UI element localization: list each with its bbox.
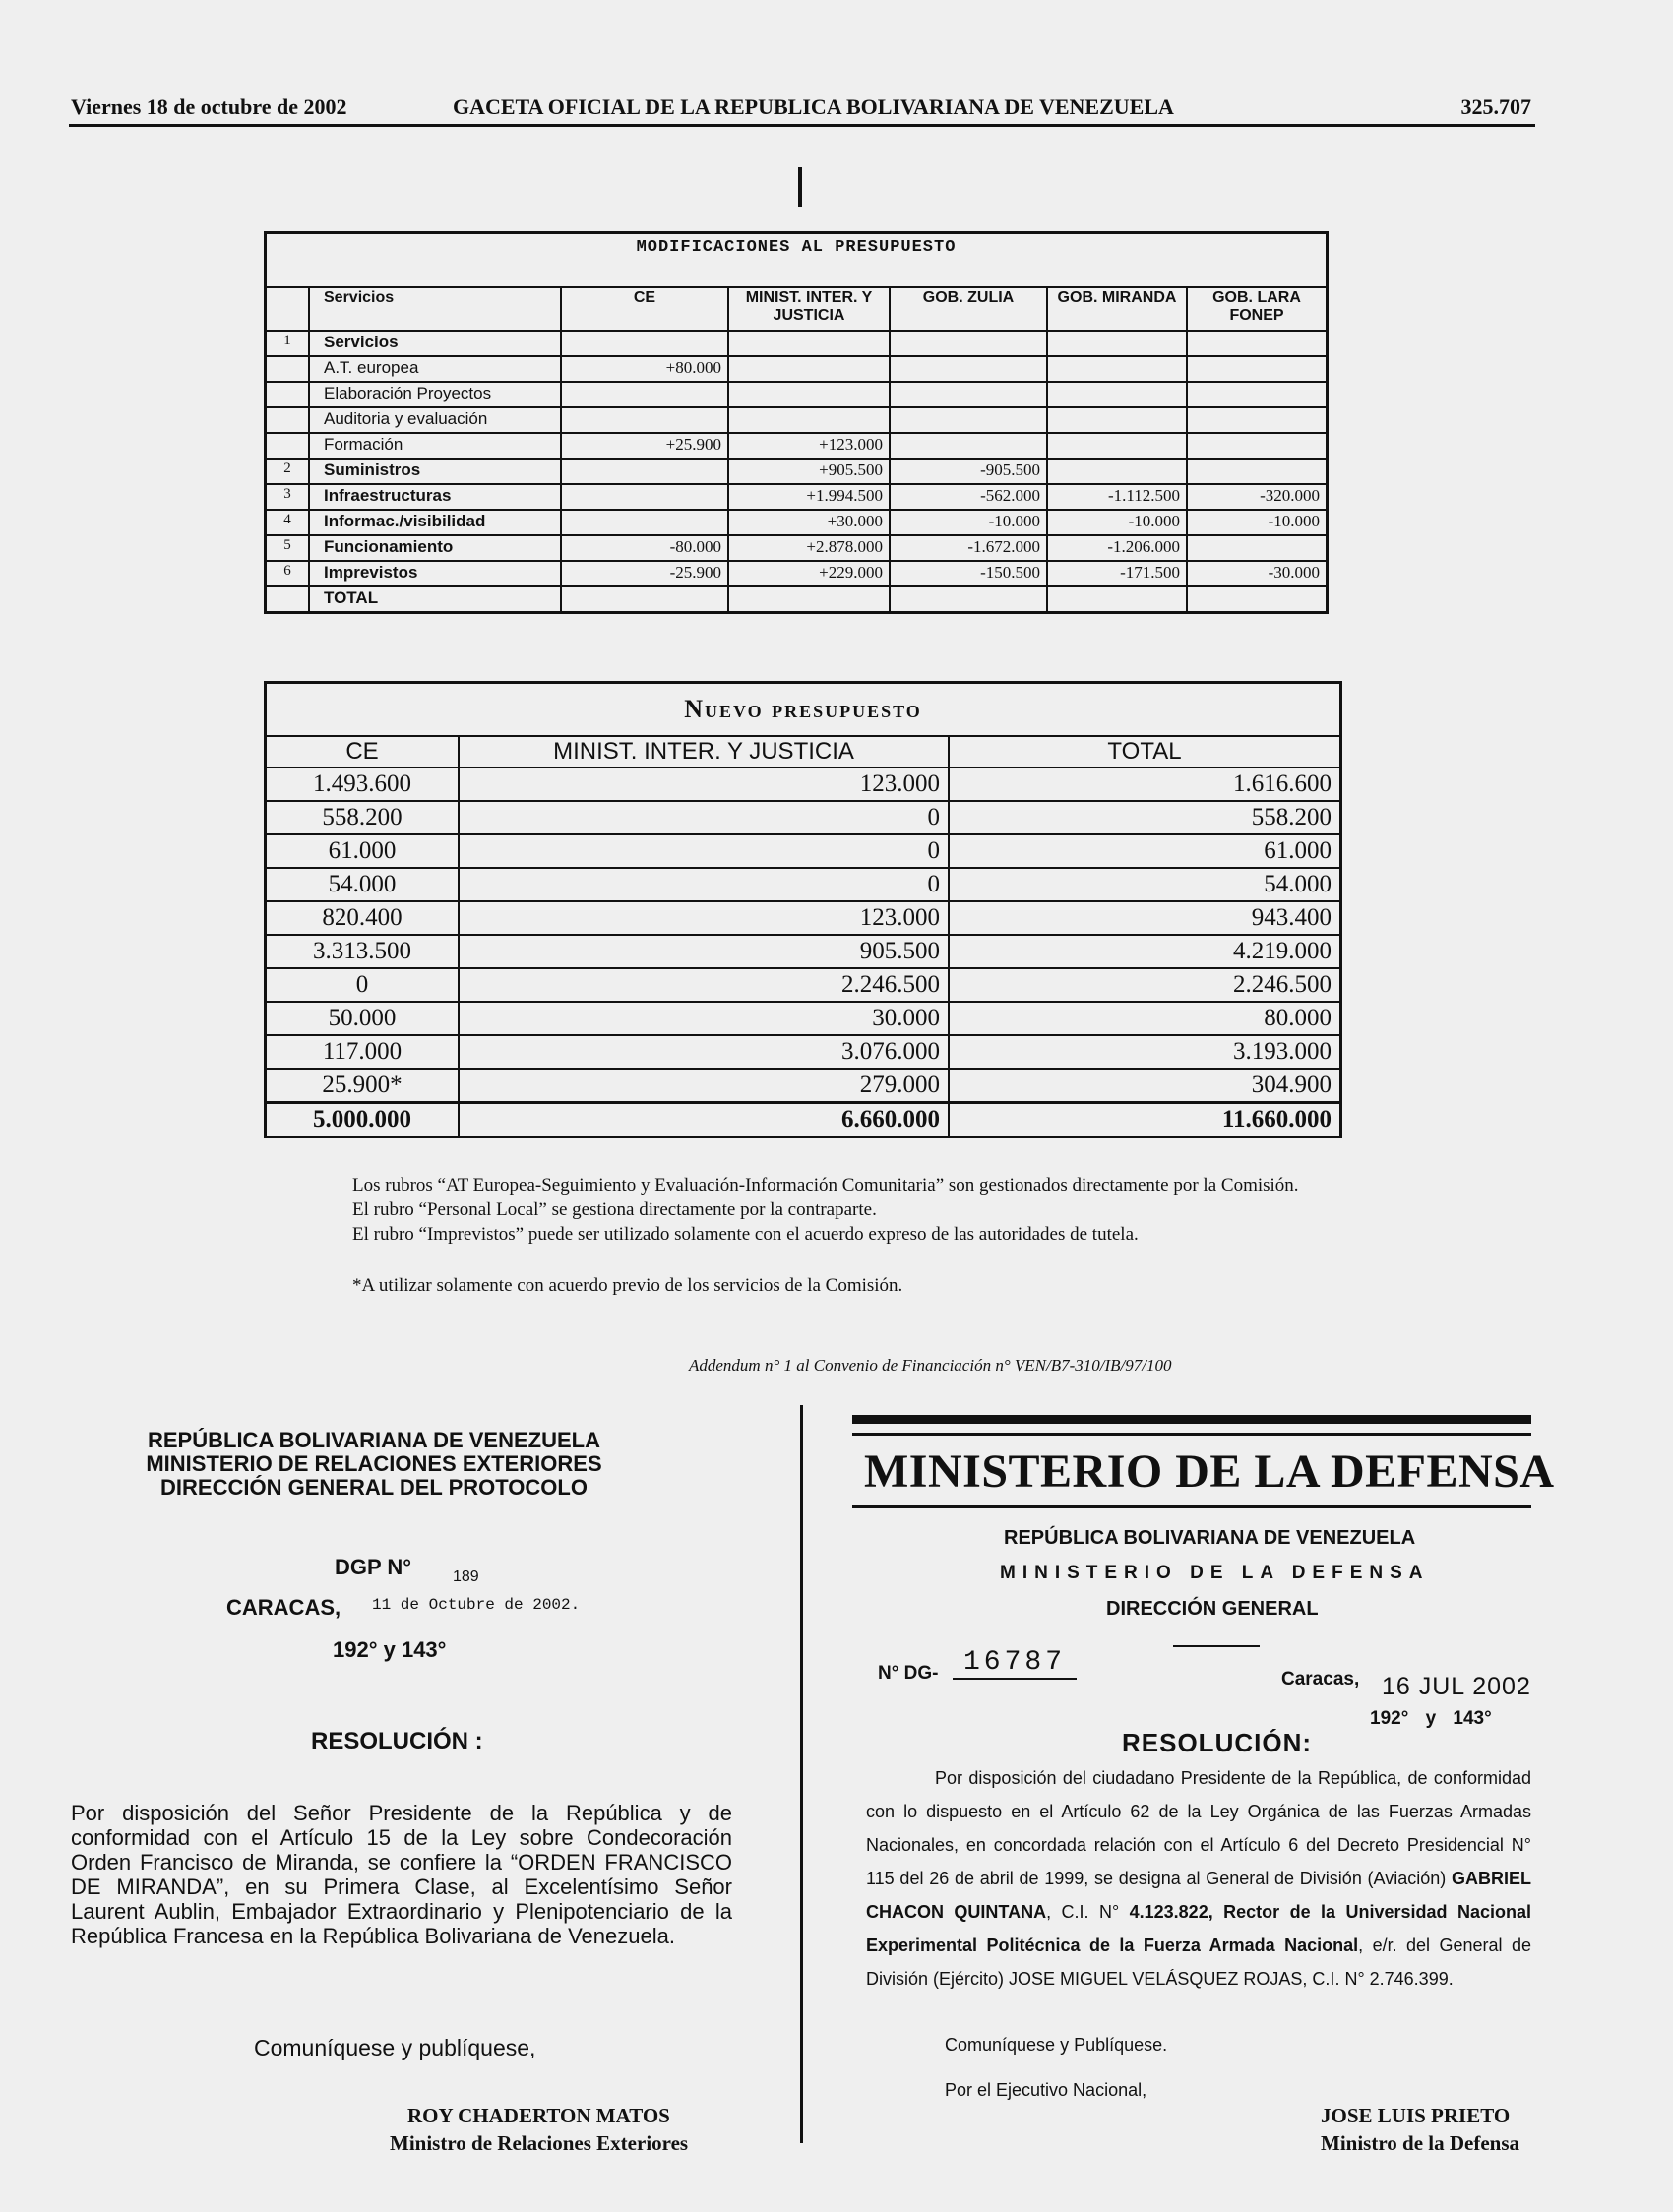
cell-mij	[728, 356, 890, 382]
cell-mij: +123.000	[728, 433, 890, 459]
cell-miranda: -171.500	[1047, 561, 1187, 586]
right-years: 192° y 143°	[1370, 1708, 1492, 1729]
budget-cell: 50.000	[266, 1002, 460, 1035]
body-text: , C.I. N°	[1046, 1902, 1130, 1922]
right-signer-title: Ministro de la Defensa	[1321, 2131, 1520, 2155]
header-date: Viernes 18 de octubre de 2002	[71, 94, 347, 119]
budget-cell: 3.076.000	[459, 1035, 949, 1069]
banner-rule	[852, 1505, 1531, 1508]
row-label: Funcionamiento	[309, 535, 561, 561]
budget-cell: 0	[459, 834, 949, 868]
modifications-table	[264, 231, 1329, 614]
modifications-row	[266, 484, 1328, 510]
row-label: Imprevistos	[309, 561, 561, 586]
addendum-reference: Addendum n° 1 al Convenio de Financiación n° VEN/B7-310/IB/97/100	[689, 1356, 1172, 1375]
budget-cell: 54.000	[266, 868, 460, 901]
budget-row	[266, 768, 1341, 801]
note-line: El rubro “Personal Local” se gestiona directamente por la contraparte.	[352, 1199, 877, 1220]
cell-ce	[561, 510, 728, 535]
right-date-stamp: 16 JUL 2002	[1382, 1673, 1531, 1700]
row-index: 3	[266, 484, 310, 510]
appointee-details: 4.123.822, Rector de la Universidad Nacional Experimental Politécnica de la Fuerza Armada Nacional	[866, 1902, 1531, 1955]
row-label: Servicios	[309, 331, 561, 356]
cell-lara: -30.000	[1187, 561, 1328, 586]
budget-cell: 820.400	[266, 901, 460, 935]
right-heading-line: MINISTERIO DE LA DEFENSA	[1000, 1563, 1430, 1583]
banner-rule	[852, 1415, 1531, 1424]
cell-lara	[1187, 433, 1328, 459]
row-label: TOTAL	[309, 586, 561, 613]
budget-cell: 3.193.000	[949, 1035, 1341, 1069]
dg-number-label: N° DG-	[878, 1663, 939, 1684]
budget-row	[266, 968, 1341, 1002]
budget-row	[266, 801, 1341, 834]
cell-ce	[561, 331, 728, 356]
row-label: Elaboración Proyectos	[309, 382, 561, 407]
budget-cell: 279.000	[459, 1069, 949, 1103]
budget-cell: 0	[459, 801, 949, 834]
budget-cell: 1.493.600	[266, 768, 460, 801]
row-label: Suministros	[309, 459, 561, 484]
left-closing: Comuníquese y publíquese,	[254, 2035, 536, 2060]
cell-mij	[728, 331, 890, 356]
cell-zulia	[890, 331, 1047, 356]
col-header: CE	[266, 736, 460, 768]
vertical-mark	[798, 167, 802, 207]
budget-cell: 80.000	[949, 1002, 1341, 1035]
cell-zulia: -150.500	[890, 561, 1047, 586]
row-label: A.T. europea	[309, 356, 561, 382]
right-closing: Comuníquese y Publíquese.	[945, 2035, 1168, 2055]
row-index	[266, 433, 310, 459]
cell-zulia	[890, 356, 1047, 382]
budget-cell: 54.000	[949, 868, 1341, 901]
budget-cell: 4.219.000	[949, 935, 1341, 968]
right-resolution-body	[866, 1761, 1531, 1996]
left-date: 11 de Octubre de 2002.	[372, 1596, 581, 1614]
left-signer-title: Ministro de Relaciones Exteriores	[390, 2131, 689, 2155]
row-index	[266, 407, 310, 433]
body-text: , e/r. del General de División (Ejército) JOSE MIGUEL VELÁSQUEZ ROJAS, C.I. N° 2.746.399.	[866, 1936, 1531, 1989]
row-label: Infraestructuras	[309, 484, 561, 510]
budget-cell: 0	[266, 968, 460, 1002]
modifications-row	[266, 586, 1328, 613]
cell-lara	[1187, 382, 1328, 407]
cell-mij: +229.000	[728, 561, 890, 586]
left-heading-line: MINISTERIO DE RELACIONES EXTERIORES	[146, 1451, 602, 1476]
gazette-header	[69, 94, 1535, 127]
cell-ce: +25.900	[561, 433, 728, 459]
cell-ce: -25.900	[561, 561, 728, 586]
budget-cell: 123.000	[459, 901, 949, 935]
banner-rule	[852, 1433, 1531, 1436]
notes-block	[352, 1173, 1299, 1247]
header-publication: GACETA OFICIAL DE LA REPUBLICA BOLIVARIANA DE VENEZUELA	[453, 94, 1174, 119]
row-label: Formación	[309, 433, 561, 459]
budget-row	[266, 901, 1341, 935]
modifications-title: MODIFICACIONES AL PRESUPUESTO	[266, 233, 1328, 288]
idx-header	[266, 287, 310, 331]
cell-lara: -10.000	[1187, 510, 1328, 535]
budget-cell: 3.313.500	[266, 935, 460, 968]
budget-cell: 905.500	[459, 935, 949, 968]
col-header: GOB. MIRANDA	[1047, 287, 1187, 331]
budget-cell: 558.200	[266, 801, 460, 834]
appointee-name: GABRIEL CHACON QUINTANA	[866, 1869, 1531, 1922]
modifications-header-row	[266, 287, 1328, 331]
new-budget-header-row	[266, 736, 1341, 768]
cell-miranda	[1047, 382, 1187, 407]
cell-miranda	[1047, 433, 1187, 459]
budget-row	[266, 834, 1341, 868]
cell-ce: -80.000	[561, 535, 728, 561]
cell-ce	[561, 586, 728, 613]
footnote: *A utilizar solamente con acuerdo previo de los servicios de la Comisión.	[352, 1275, 903, 1296]
dgp-label: DGP N°	[335, 1555, 412, 1579]
cell-zulia	[890, 586, 1047, 613]
cell-mij	[728, 382, 890, 407]
row-index: 2	[266, 459, 310, 484]
budget-cell: 5.000.000	[266, 1103, 460, 1137]
body-text: Por disposición del ciudadano Presidente de la República, de conformidad con lo dispuesto en el Artículo 62 de la Ley Orgánica de las Fuerzas Armadas Nacionales, en concordada relación con el Artículo 6 del Decreto Presidencial N° 115 del 26 de abril de 1999, se designa al General de División (Aviación)	[866, 1768, 1531, 1888]
cell-miranda	[1047, 331, 1187, 356]
cell-lara	[1187, 459, 1328, 484]
row-index	[266, 356, 310, 382]
cell-mij: +1.994.500	[728, 484, 890, 510]
budget-row	[266, 868, 1341, 901]
cell-lara	[1187, 407, 1328, 433]
note-line: Los rubros “AT Europea-Seguimiento y Evaluación-Información Comunitaria” son gestionados directamente por la Comisión.	[352, 1175, 1299, 1196]
dg-number-value: 16787	[953, 1647, 1077, 1680]
col-header: MINIST. INTER. Y JUSTICIA	[728, 287, 890, 331]
right-resolution-title: RESOLUCIÓN:	[1122, 1728, 1312, 1757]
note-line: El rubro “Imprevistos” puede ser utilizado solamente con el acuerdo expreso de las autoridades de tutela.	[352, 1224, 1139, 1245]
cell-zulia	[890, 433, 1047, 459]
cell-mij	[728, 407, 890, 433]
cell-ce	[561, 484, 728, 510]
left-resolution-body: Por disposición del Señor Presidente de la República y de conformidad con el Artículo 15 de la Ley sobre Condecoración Orden Francisco de Miranda, se confiere la “ORDEN FRANCISCO DE MIRANDA”, en su Primera Clase, al Excelentísimo Señor Laurent Aublin, Embajador Extraordinario y Plenipotenciario de la República Francesa en la República Bolivariana de Venezuela.	[71, 1801, 732, 1948]
budget-cell: 2.246.500	[459, 968, 949, 1002]
left-signer-name: ROY CHADERTON MATOS	[407, 2104, 670, 2127]
modifications-row	[266, 407, 1328, 433]
budget-cell: 6.660.000	[459, 1103, 949, 1137]
cell-zulia: -562.000	[890, 484, 1047, 510]
cell-mij	[728, 586, 890, 613]
cell-zulia: -905.500	[890, 459, 1047, 484]
col-header: GOB. ZULIA	[890, 287, 1047, 331]
budget-cell: 1.616.600	[949, 768, 1341, 801]
cell-lara	[1187, 586, 1328, 613]
col-header: Servicios	[309, 287, 561, 331]
left-resolution-title: RESOLUCIÓN :	[311, 1728, 483, 1754]
row-index: 1	[266, 331, 310, 356]
row-index	[266, 586, 310, 613]
budget-cell: 2.246.500	[949, 968, 1341, 1002]
row-label: Auditoria y evaluación	[309, 407, 561, 433]
cell-ce	[561, 382, 728, 407]
cell-lara	[1187, 356, 1328, 382]
ministry-banner: MINISTERIO DE LA DEFENSA	[864, 1445, 1555, 1498]
cell-ce	[561, 407, 728, 433]
budget-total-row	[266, 1103, 1341, 1137]
cell-mij: +2.878.000	[728, 535, 890, 561]
budget-row	[266, 935, 1341, 968]
left-heading-line: DIRECCIÓN GENERAL DEL PROTOCOLO	[160, 1475, 588, 1500]
row-index: 6	[266, 561, 310, 586]
cell-miranda: -1.206.000	[1047, 535, 1187, 561]
cell-mij: +905.500	[728, 459, 890, 484]
cell-miranda	[1047, 407, 1187, 433]
modifications-row	[266, 331, 1328, 356]
row-label: Informac./visibilidad	[309, 510, 561, 535]
col-header: CE	[561, 287, 728, 331]
right-city-label: Caracas,	[1281, 1669, 1360, 1690]
left-heading-line: REPÚBLICA BOLIVARIANA DE VENEZUELA	[148, 1428, 600, 1452]
col-header: GOB. LARA FONEP	[1187, 287, 1328, 331]
col-header: TOTAL	[949, 736, 1341, 768]
cell-miranda	[1047, 459, 1187, 484]
budget-cell: 61.000	[949, 834, 1341, 868]
row-index: 4	[266, 510, 310, 535]
new-budget-table	[264, 681, 1342, 1138]
left-years: 192° y 143°	[333, 1637, 447, 1662]
budget-row	[266, 1035, 1341, 1069]
budget-cell: 943.400	[949, 901, 1341, 935]
budget-cell: 25.900*	[266, 1069, 460, 1103]
budget-row	[266, 1002, 1341, 1035]
right-heading-line: DIRECCIÓN GENERAL	[1106, 1598, 1319, 1620]
right-heading-line: REPÚBLICA BOLIVARIANA DE VENEZUELA	[1004, 1527, 1416, 1549]
cell-mij: +30.000	[728, 510, 890, 535]
left-doc-heading	[98, 1429, 650, 1500]
col-header: MINIST. INTER. Y JUSTICIA	[459, 736, 949, 768]
modifications-row	[266, 561, 1328, 586]
cell-miranda	[1047, 586, 1187, 613]
cell-lara: -320.000	[1187, 484, 1328, 510]
modifications-row	[266, 510, 1328, 535]
column-divider	[800, 1405, 803, 2143]
budget-cell: 123.000	[459, 768, 949, 801]
dgp-number: 189	[453, 1568, 479, 1585]
budget-cell: 117.000	[266, 1035, 460, 1069]
modifications-row	[266, 459, 1328, 484]
budget-cell: 11.660.000	[949, 1103, 1341, 1137]
cell-lara	[1187, 535, 1328, 561]
cell-zulia: -10.000	[890, 510, 1047, 535]
modifications-row	[266, 356, 1328, 382]
cell-zulia	[890, 382, 1047, 407]
right-signer-name: JOSE LUIS PRIETO	[1321, 2104, 1511, 2127]
cell-ce	[561, 459, 728, 484]
modifications-row	[266, 535, 1328, 561]
cell-zulia	[890, 407, 1047, 433]
budget-cell: 30.000	[459, 1002, 949, 1035]
right-executive: Por el Ejecutivo Nacional,	[945, 2080, 1147, 2100]
modifications-row	[266, 382, 1328, 407]
cell-miranda: -10.000	[1047, 510, 1187, 535]
heading-underline	[1173, 1645, 1260, 1647]
cell-ce: +80.000	[561, 356, 728, 382]
budget-cell: 0	[459, 868, 949, 901]
budget-cell: 304.900	[949, 1069, 1341, 1103]
budget-cell: 558.200	[949, 801, 1341, 834]
modifications-row	[266, 433, 1328, 459]
cell-zulia: -1.672.000	[890, 535, 1047, 561]
budget-cell: 61.000	[266, 834, 460, 868]
header-page-number: 325.707	[1460, 94, 1531, 119]
cell-miranda: -1.112.500	[1047, 484, 1187, 510]
new-budget-title: Nuevo presupuesto	[266, 683, 1341, 737]
row-index	[266, 382, 310, 407]
cell-miranda	[1047, 356, 1187, 382]
budget-row	[266, 1069, 1341, 1103]
cell-lara	[1187, 331, 1328, 356]
left-city-label: CARACAS,	[226, 1595, 341, 1620]
row-index: 5	[266, 535, 310, 561]
